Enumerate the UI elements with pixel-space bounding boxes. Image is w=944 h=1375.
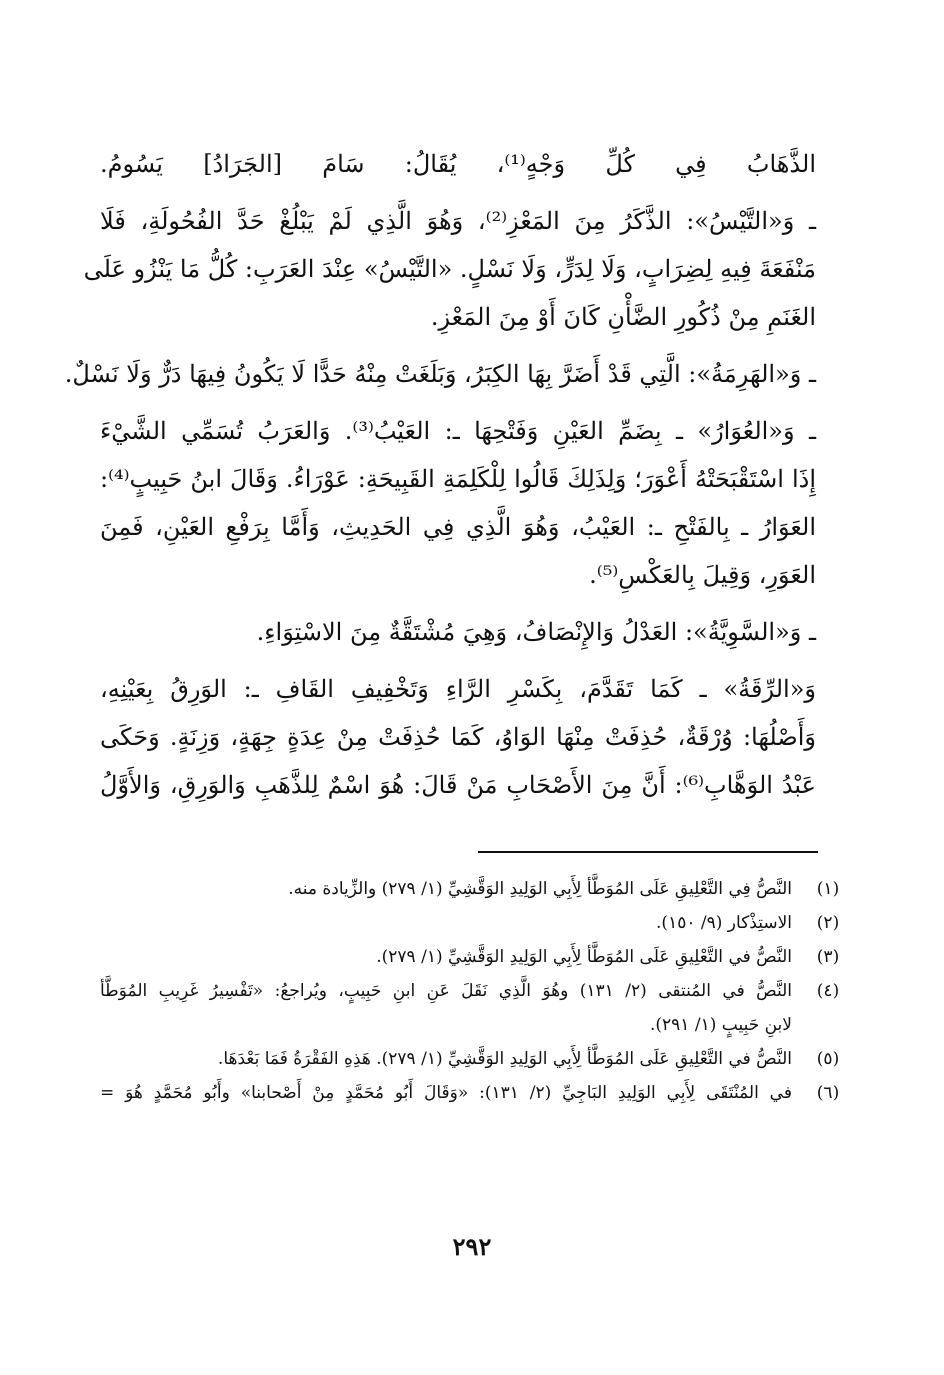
text-line: ـ وَ«السَّوِيَّةُ»: العَدْلُ وَالإِنْصَافُ، وَهِيَ مُشْتَقَّةٌ مِنَ الاسْتِوَاءِ. [256, 618, 816, 646]
text-line: عَبْدُ الوَهَّابِ⁽⁶⁾: أَنَّ مِنَ الأَصْحَابِ مَنْ قَالَ: هُوَ اسْمٌ لِلذَّهَبِ وَالوَرِقِ، وَالأَوَّلُ [100, 771, 816, 799]
footnote-text: لابنِ حَبِيبٍ (١/ ٢٩١). [649, 1015, 792, 1035]
footnote-number: (٥) [816, 1049, 840, 1069]
footnote-number: (٣) [816, 947, 840, 967]
footnote [100, 1076, 844, 1110]
text-line: ـ وَ«التَّيْسُ»: الذَّكَرُ مِنَ المَعْزِ⁽²⁾، وَهُوَ الَّذِي لَمْ يَبْلُغْ حَدَّ الفُحُولَةِ، فَلَا [100, 207, 817, 235]
footnote-text: النَّصُّ في التَّعْلِيقِ عَلَى المُوَطَّأ لِأَبِي الوَلِيدِ الوَقَّشِيِّ (١/ ٢٧٩). هَذِهِ الفَقْرَةُ فَمَا بَعْدَهَا. [217, 1049, 792, 1069]
text-line: العَوَرِ، وَقِيلَ بِالعَكْسِ⁽⁵⁾. [589, 561, 816, 589]
text-line: الذَّهَابُ فِي كُلِّ وَجْهٍ⁽¹⁾، يُقَالُ: سَامَ [الجَرَادُ] يَسُومُ. [100, 150, 817, 178]
text-line: ـ وَ«الهَرِمَةُ»: الَّتِي قَدْ أَضَرَّ بِهَا الكِبَرُ، وَبَلَغَتْ مِنْهُ حَدًّا لَا يَكُونُ فِيهَا دَرٌّ وَلَا نَسْلٌ. [64, 360, 816, 388]
footnote-text: النَّصُّ في التَّعْلِيقِ عَلَى المُوَطَّأ لِأَبِي الوَلِيدِ الوَقَّشِيِّ (١/ ٢٧٩). [376, 947, 792, 967]
footnote-number: (١) [816, 879, 840, 899]
footnote [100, 1042, 844, 1076]
footnote-text: النَّصُّ فِي التَّعْلِيقِ عَلَى المُوَطَّأ لِأَبِي الوَلِيدِ الوَقَّشِيِّ (١/ ٢٧٩) والزِّيادة منه. [288, 879, 792, 899]
footnote [100, 974, 844, 1008]
main-text-block [64, 140, 817, 809]
page-number: ٢٩٢ [452, 1232, 492, 1261]
footnote [100, 906, 844, 940]
footnote-number: (٦) [816, 1083, 840, 1103]
text-line: وَ«الرِّقَةُ» ـ كَمَا تَقَدَّمَ، بِكَسْرِ الرَّاءِ وَتَخْفِيفِ القَافِ ـ: الوَرِقُ بِعَيْنِهِ، [100, 675, 816, 703]
footnote-divider [478, 851, 818, 853]
text-line: إِذَا اسْتَقْبَحَتْهُ أَعْوَرَ؛ وَلِذَلِكَ قَالُوا لِلْكَلِمَةِ القَبِيحَةِ: عَوْرَاءُ. وَقَالَ ابنُ حَبِيبٍ⁽⁴⁾: [100, 465, 816, 493]
footnote-text: النَّصُّ في المُنتقى (٢/ ١٣١) وهُوَ الَّذِي نَقَلَ عَنِ ابنِ حَبِيبٍ، ويُراجعُ: «تَفْسِيرُ غَرِيبِ المُوَطَّأ [100, 981, 792, 1001]
footnotes-block [100, 872, 844, 1110]
footnote-text: الاستِذْكار (٩/ ١٥٠). [656, 913, 792, 933]
text-line: ـ وَ«العُوَارُ» ـ بِضَمِّ العَيْنِ وَفَتْحِهَا ـ: العَيْبُ⁽³⁾. وَالعَرَبُ تُسَمِّي الشَّيْءَ [100, 417, 816, 445]
text-line: مَنْفَعَةَ فِيهِ لِضِرَابٍ، وَلَا لِدَرٍّ، وَلَا نَسْلٍ. «التَّيْسُ» عِنْدَ العَرَبِ: كُلُّ مَا يَنْزُو عَلَى [83, 255, 816, 283]
footnote [100, 940, 844, 974]
text-line: الغَنَمِ مِنْ ذُكُورِ الضَّأْنِ كَانَ أَوْ مِنَ المَعْزِ. [430, 303, 816, 331]
footnote-number: (٤) [816, 981, 840, 1001]
footnote-number: (٢) [816, 913, 840, 933]
footnote-text: في المُنْتَقَى لِأَبِي الوَلِيدِ البَاجِيِّ (٢/ ١٣١): «وَقَالَ أَبُو مُحَمَّدٍ مِنْ أَصْحابنا» وأَبُو مُحَمَّدٍ هُوَ = [100, 1083, 792, 1103]
text-line: العَوَارُ ـ بِالفَتْحِ ـ: العَيْبُ، وَهُوَ الَّذِي فِي الحَدِيثِ، وَأَمَّا بِرَفْعِ العَيْنِ، فَمِنَ [100, 513, 816, 541]
text-line: وَأَصْلُهَا: وُرْقَةٌ، حُذِفَتْ مِنْهَا الوَاوُ، كَمَا حُذِفَتْ مِنْ عِدَةٍ جِهَةٍ، وَزِنَةٍ. وَحَكَى [100, 723, 816, 751]
footnote-continuation [100, 1008, 844, 1042]
footnote [100, 872, 844, 906]
